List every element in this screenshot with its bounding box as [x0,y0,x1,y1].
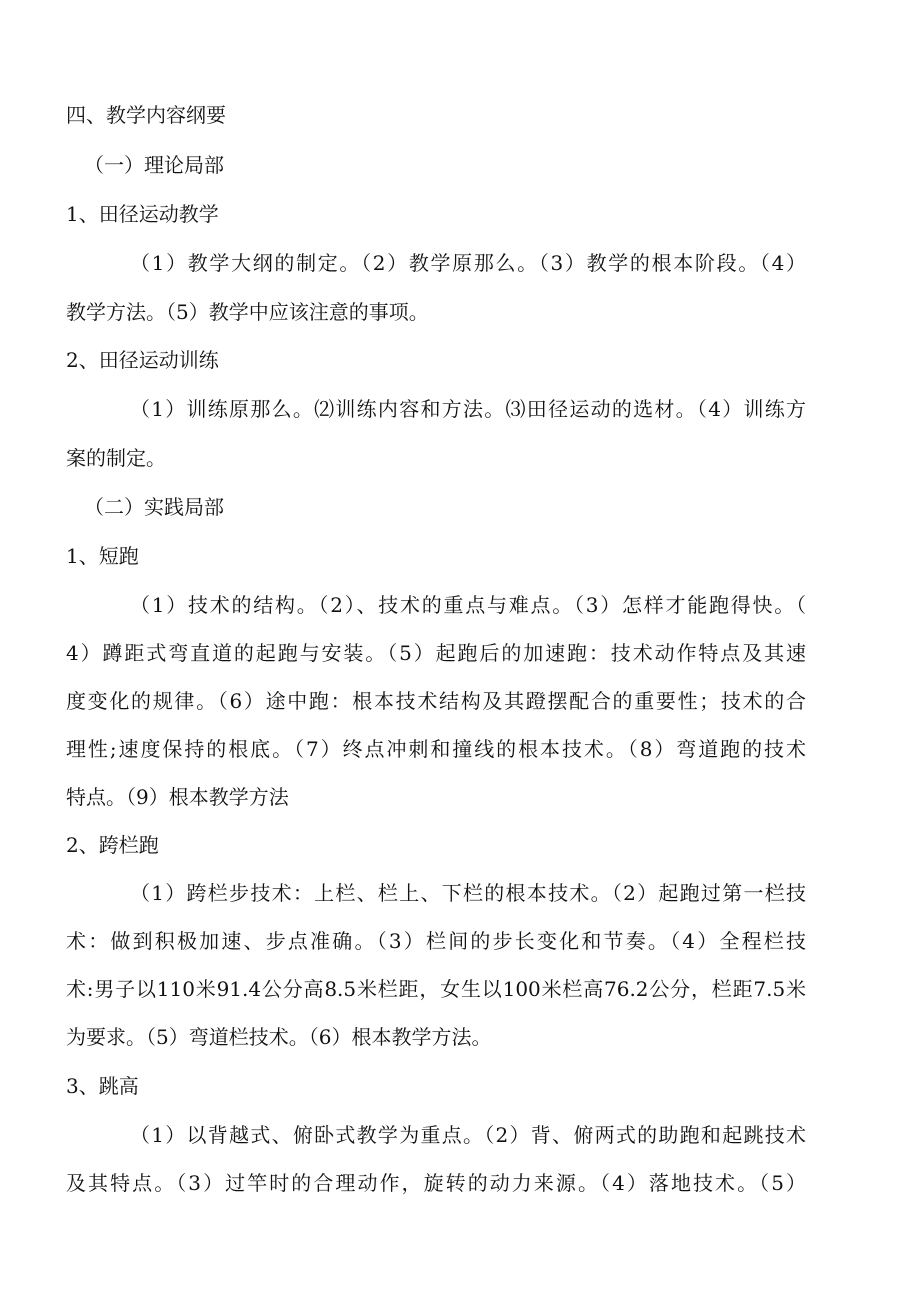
paragraph-line: 案的制定。 [66,446,166,470]
paragraph-line: （1）教学大纲的制定。（2）教学原那么。（3）教学的根本阶段。（4） [130,251,806,275]
paragraph-line: 术：做到积极加速、步点准确。（3）栏间的步长变化和节奏。（4）全程栏技 [66,929,806,953]
paragraph-line: （1）跨栏步技术：上栏、栏上、下栏的根本技术。（2）起跑过第一栏技 [130,881,806,905]
paragraph-line: 4）蹲距式弯直道的起跑与安装。（5）起跑后的加速跑：技术动作特点及其速 [66,641,806,665]
section-title-practice: （二）实践局部 [84,495,224,519]
subsection-title-training: 2、田径运动训练 [66,348,219,372]
paragraph-line: 及其特点。（3）过竿时的合理动作，旋转的动力来源。（4）落地技术。（5） [66,1171,806,1195]
subsection-title-teaching: 1、田径运动教学 [66,202,219,226]
outline-heading: 四、教学内容纲要 [66,103,226,127]
subsection-title-hurdles: 2、跨栏跑 [66,833,159,857]
subsection-title-high-jump: 3、跳高 [66,1074,139,1098]
paragraph-line: 特点。（9）根本教学方法 [66,785,289,809]
paragraph-line: （1）技术的结构。（2）、技术的重点与难点。（3）怎样才能跑得快。（ [130,593,806,617]
paragraph-line: 术:男子以110米91.4公分高8.5米栏距，女生以100米栏高76.2公分，栏距7.5米 [66,977,806,1001]
section-title-theory: （一）理论局部 [84,153,224,177]
paragraph-line: 度变化的规律。（6）途中跑：根本技术结构及其蹬摆配合的重要性；技术的合 [66,689,806,713]
subsection-title-sprint: 1、短跑 [66,544,139,568]
paragraph-line: 教学方法。（5）教学中应该注意的事项。 [66,300,429,324]
paragraph-line: 为要求。（5）弯道栏技术。（6）根本教学方法。 [66,1025,492,1049]
paragraph-line: （1）训练原那么。⑵训练内容和方法。⑶田径运动的选材。（4）训练方 [130,397,806,421]
paragraph-line: （1）以背越式、俯卧式教学为重点。（2）背、俯两式的助跑和起跳技术 [130,1123,806,1147]
paragraph-line: 理性;速度保持的根底。（7）终点冲刺和撞线的根本技术。（8）弯道跑的技术 [66,737,806,761]
